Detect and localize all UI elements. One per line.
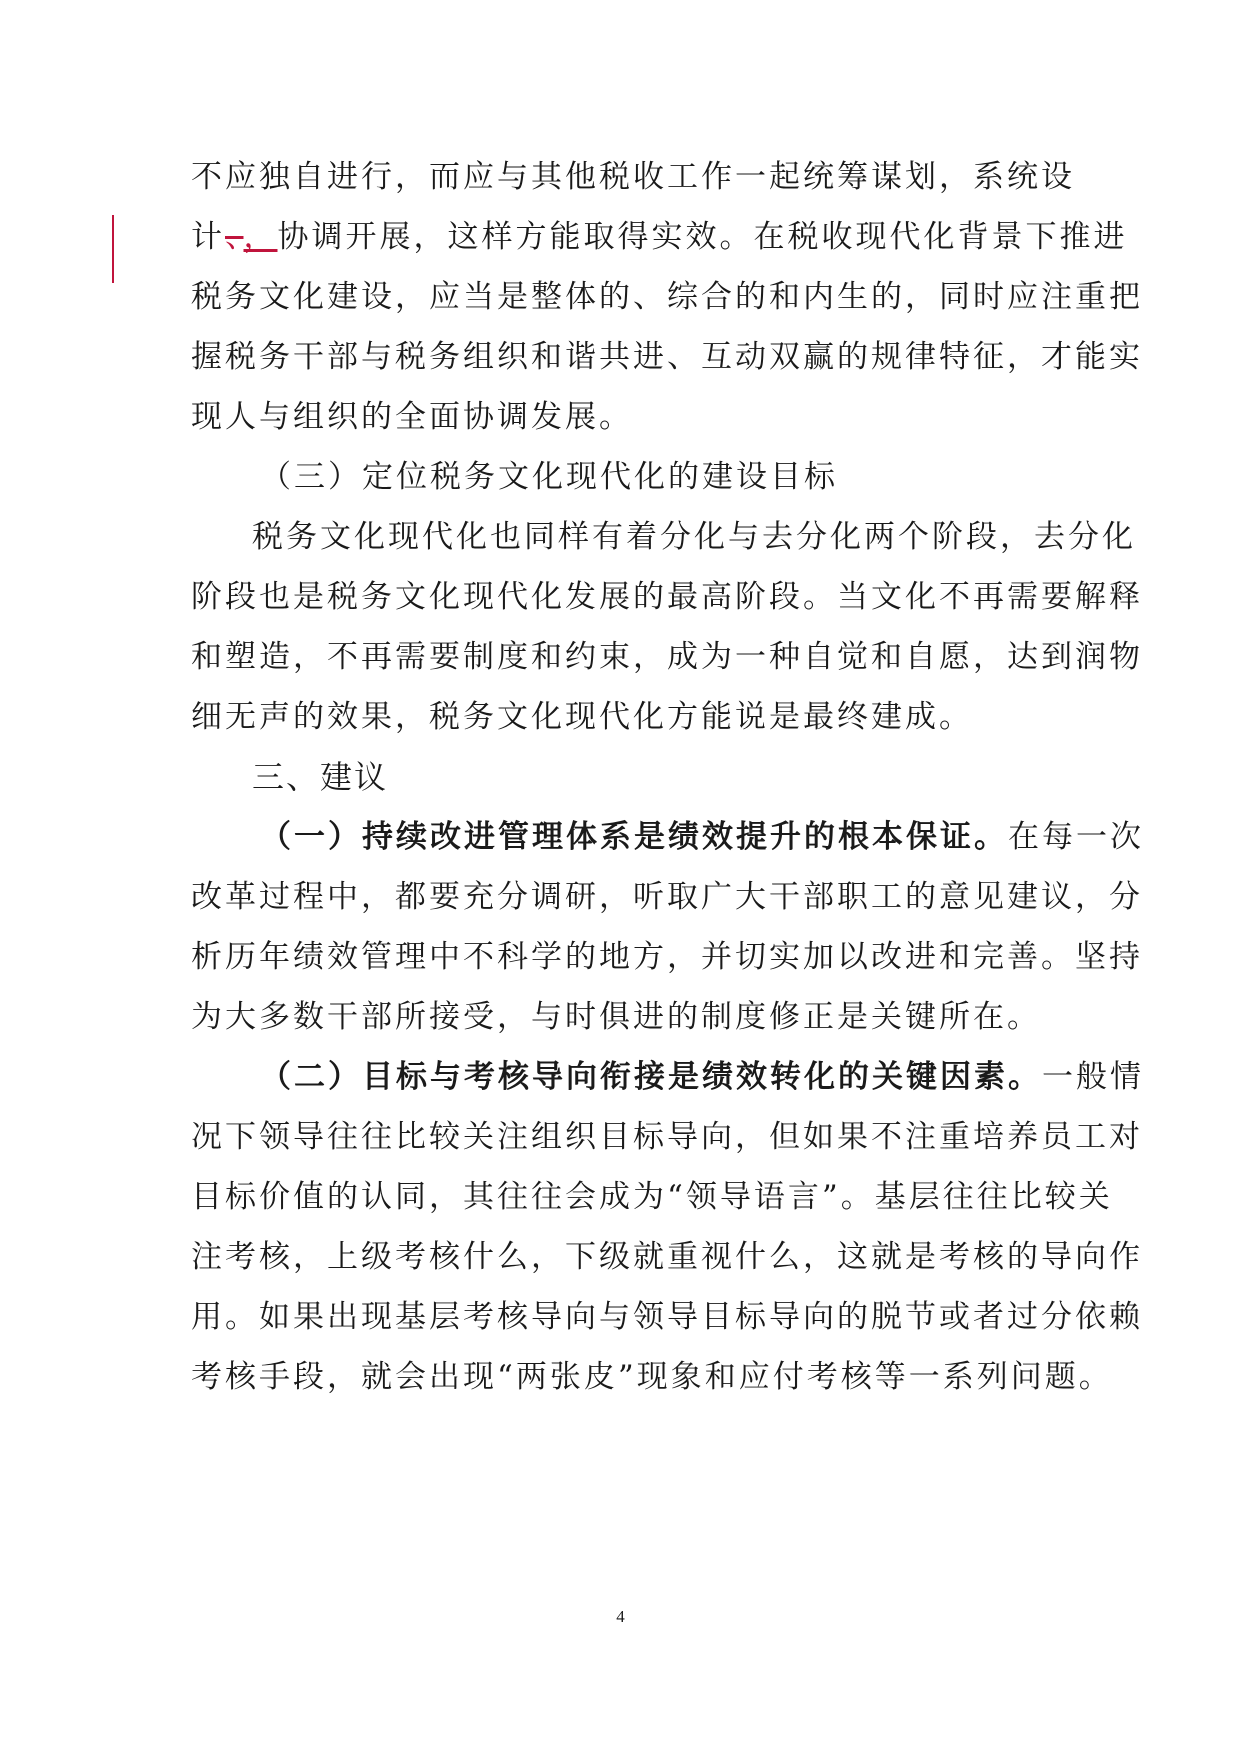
suggestion-2-line-1 bbox=[260, 1055, 1144, 1099]
paragraph-2-line-2: 阶段也是税务文化现代化发展的最高阶段。当文化不再需要解释 bbox=[191, 579, 1143, 615]
subheading-3: （三）定位税务文化现代化的建设目标 bbox=[260, 459, 838, 495]
suggestion-2-line-6: 考核手段，就会出现“两张皮”现象和应付考核等一系列问题。 bbox=[191, 1359, 1113, 1395]
paragraph-1-line-1: 不应独自进行，而应与其他税收工作一起统筹谋划，系统设 bbox=[191, 159, 1075, 195]
text-segment: 计 bbox=[191, 219, 225, 255]
text-segment: 协调开展，这样方能取得实效。在税收现代化背景下推进 bbox=[277, 219, 1128, 255]
text-segment: 在每一次 bbox=[1008, 819, 1144, 855]
suggestion-1-line-1 bbox=[260, 815, 1144, 859]
paragraph-2-line-4: 细无声的效果，税务文化现代化方能说是最终建成。 bbox=[191, 699, 973, 735]
suggestion-2-line-3: 目标价值的认同，其往往会成为“领导语言”。基层往往比较关 bbox=[191, 1179, 1113, 1215]
suggestion-1-lead: （一）持续改进管理体系是绩效提升的根本保证。 bbox=[260, 819, 1008, 855]
suggestion-2-lead: （二）目标与考核导向衔接是绩效转化的关键因素。 bbox=[260, 1059, 1042, 1095]
tracked-insertion: ， bbox=[243, 219, 278, 255]
section-heading: 三、建议 bbox=[252, 758, 389, 796]
suggestion-2-line-2: 况下领导往往比较关注组织目标导向，但如果不注重培养员工对 bbox=[191, 1119, 1143, 1155]
suggestion-1-line-3: 析历年绩效管理中不科学的地方，并切实加以改进和完善。坚持 bbox=[191, 939, 1143, 975]
paragraph-2-line-1: 税务文化现代化也同样有着分化与去分化两个阶段，去分化 bbox=[252, 519, 1136, 555]
paragraph-1-line-3: 税务文化建设，应当是整体的、综合的和内生的，同时应注重把 bbox=[191, 279, 1143, 315]
suggestion-2-line-4: 注考核，上级考核什么，下级就重视什么，这就是考核的导向作 bbox=[191, 1239, 1143, 1275]
tracked-deletion: 、 bbox=[225, 219, 244, 255]
paragraph-2-line-3: 和塑造，不再需要制度和约束，成为一种自觉和自愿，达到润物 bbox=[191, 639, 1143, 675]
suggestion-1-line-4: 为大多数干部所接受，与时俱进的制度修正是关键所在。 bbox=[191, 999, 1041, 1035]
suggestion-2-line-5: 用。如果出现基层考核导向与领导目标导向的脱节或者过分依赖 bbox=[191, 1299, 1143, 1335]
text-segment: 一般情 bbox=[1042, 1059, 1144, 1095]
revision-change-bar bbox=[112, 215, 114, 283]
paragraph-1-line-4: 握税务干部与税务组织和谐共进、互动双赢的规律特征，才能实 bbox=[191, 339, 1143, 375]
paragraph-1-line-2 bbox=[191, 215, 1128, 259]
suggestion-1-line-2: 改革过程中，都要充分调研，听取广大干部职工的意见建议，分 bbox=[191, 879, 1143, 915]
page-number: 4 bbox=[616, 1607, 625, 1626]
paragraph-1-line-5: 现人与组织的全面协调发展。 bbox=[191, 399, 633, 435]
